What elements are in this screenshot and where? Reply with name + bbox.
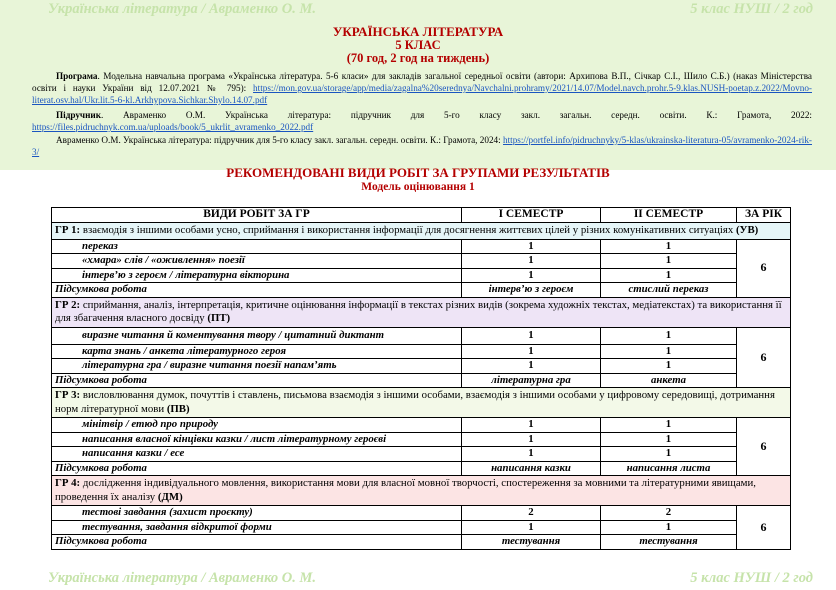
summary-sem2: стислий переказ [601,283,737,298]
summary-label: Підсумкова робота [52,461,462,476]
activity-name: тестування, завдання відкритої форми [52,520,462,535]
sem2-count: 1 [601,327,737,344]
sem1-count: 1 [462,254,601,269]
sem1-count: 1 [462,432,601,447]
sem2-count: 1 [601,520,737,535]
sem1-count: 1 [462,520,601,535]
running-head-bottom [48,570,813,590]
program-link[interactable]: https://mon.gov.ua/storage/app/media/zagalna%20serednya/Navchalni.prohramy/2021/14.07/Model.navch.prohr.5-9.klas.NUSH-poetap.z.2022/Movno-literat.osv.hal/Ukr.lit.5-6-kl.Arkhypova.Sichkar.Shylo.14.07.pdf [32,83,812,105]
summary-row [52,461,791,476]
textbook2-link[interactable]: https://portfel.info/pidruchnyky/5-klas/ukrainska-literatura-05/avramenko-2024-rik-3/ [32,135,812,157]
table-row [52,359,791,374]
table-row [52,520,791,535]
header-sem2: ІІ СЕМЕСТР [601,208,737,223]
group-description: ГР 4: дослідження індивідуального мовлення, використання мови для власної мовної творчості, спостереження за мовними та літературними явищами, проведення їх аналізу (ДМ) [52,476,791,506]
sem2-count: 2 [601,506,737,521]
running-head-left: Українська література / Авраменко О. М. [48,1,316,17]
activity-name: «хмара» слів / «оживлення» поезії [52,254,462,269]
sem2-count: 1 [601,447,737,462]
summary-sem1: тестування [462,535,601,550]
group-row-3 [52,388,791,418]
sem1-count: 2 [462,506,601,521]
table-row [52,418,791,433]
program-paragraph [32,70,812,106]
header-sem1: І СЕМЕСТР [462,208,601,223]
sem2-count: 1 [601,268,737,283]
summary-sem1: написання казки [462,461,601,476]
textbook1-text: . Авраменко О.М. Українська література: підручник для 5-го класу закл. загальн. середн. освіти. К.: Грамота, 2022: [101,110,812,120]
sem2-count: 1 [601,418,737,433]
textbook1-label: Підручник [56,110,101,120]
summary-label: Підсумкова робота [52,373,462,388]
year-total: 6 [737,327,791,388]
activity-name: літературна гра / виразне читання поезії напам’ять [52,359,462,374]
summary-sem2: анкета [601,373,737,388]
group-description: ГР 1: взаємодія з іншими особами усно, сприймання і використання інформації для досягнення життєвих цілей у різних комунікативних ситуаціях (УВ) [52,223,791,240]
sem1-count: 1 [462,359,601,374]
summary-sem2: тестування [601,535,737,550]
sem1-count: 1 [462,418,601,433]
table-row [52,447,791,462]
sem1-count: 1 [462,327,601,344]
section-title: РЕКОМЕНДОВАНІ ВИДИ РОБІТ ЗА ГРУПАМИ РЕЗУЛЬТАТІВ [226,165,610,180]
activity-name: мінітвір / етюд про природу [52,418,462,433]
summary-sem1: літературна гра [462,373,601,388]
hours-label: (70 год, 2 год на тиждень) [346,51,490,65]
program-text: . Модельна навчальна програма «Українська література. 5-6 класи» для закладів загальної середньої освіти (автори: Архипова В.П., Січкар С.І., Шило С.Б.) (наказ Міністерства освіти і науки України від 12.07.2021 № 795): [32,71,812,93]
page-title: УКРАЇНСЬКА ЛІТЕРАТУРА [332,24,504,39]
sem1-count: 1 [462,447,601,462]
table-header-row [52,208,791,223]
table-row [52,268,791,283]
running-head-right: 5 клас НУШ / 2 год [690,570,813,586]
activity-name: карта знань / анкета літературного героя [52,344,462,359]
sem1-count: 1 [462,239,601,254]
summary-label: Підсумкова робота [52,283,462,298]
group-row-4 [52,476,791,506]
summary-label: Підсумкова робота [52,535,462,550]
year-total: 6 [737,239,791,297]
summary-row [52,535,791,550]
section-subtitle: Модель оцінювання 1 [361,181,475,193]
works-table [51,207,791,550]
sem2-count: 1 [601,432,737,447]
sem1-count: 1 [462,344,601,359]
table-row [52,254,791,269]
table-row [52,327,791,344]
textbook1-paragraph [32,109,812,133]
group-description: ГР 3: висловлювання думок, почуттів і ставлень, письмова взаємодія з іншими особами, взаємодія з іншими особами у цифровому середовищі, дотримання норм літературної мови (ПВ) [52,388,791,418]
group-description: ГР 2: сприймання, аналіз, інтерпретація, критичне оцінювання інформації в текстах різних видів (зокрема художніх текстах, медіатекстах) та використання її для збагачення власного досвіду (ПТ) [52,297,791,327]
activity-name: написання казки / есе [52,447,462,462]
textbook2-text: Авраменко О.М. Українська література: підручник для 5-го класу закл. загальн. середн. освіти. К.: Грамота, 2024: [56,135,501,145]
summary-sem1: інтерв’ю з героєм [462,283,601,298]
running-head-left: Українська література / Авраменко О. М. [48,570,316,586]
running-head-top [48,1,813,21]
activity-name: написання власної кінцівки казки / лист літературному героєві [52,432,462,447]
summary-row [52,373,791,388]
activity-name: тестові завдання (захист проєкту) [52,506,462,521]
header-year: ЗА РІК [737,208,791,223]
textbook1-link[interactable]: https://files.pidruchnyk.com.ua/uploads/book/5_ukrlit_avramenko_2022.pdf [32,122,314,132]
year-total: 6 [737,506,791,550]
table-row [52,344,791,359]
sem1-count: 1 [462,268,601,283]
table-row [52,239,791,254]
textbook2-paragraph [32,134,812,158]
summary-row [52,283,791,298]
table-row [52,506,791,521]
sem2-count: 1 [601,359,737,374]
table-row [52,432,791,447]
group-row-2 [52,297,791,327]
sem2-count: 1 [601,344,737,359]
activity-name: інтерв’ю з героєм / літературна вікторина [52,268,462,283]
sem2-count: 1 [601,254,737,269]
header-works: ВИДИ РОБІТ ЗА ГР [52,208,462,223]
grade-label: 5 КЛАС [395,38,441,52]
group-row-1 [52,223,791,240]
activity-name: виразне читання й коментування твору / цитатний диктант [52,327,462,344]
program-label: Програма [56,71,98,81]
running-head-right: 5 клас НУШ / 2 год [690,1,813,17]
year-total: 6 [737,418,791,476]
activity-name: переказ [52,239,462,254]
sem2-count: 1 [601,239,737,254]
summary-sem2: написання листа [601,461,737,476]
